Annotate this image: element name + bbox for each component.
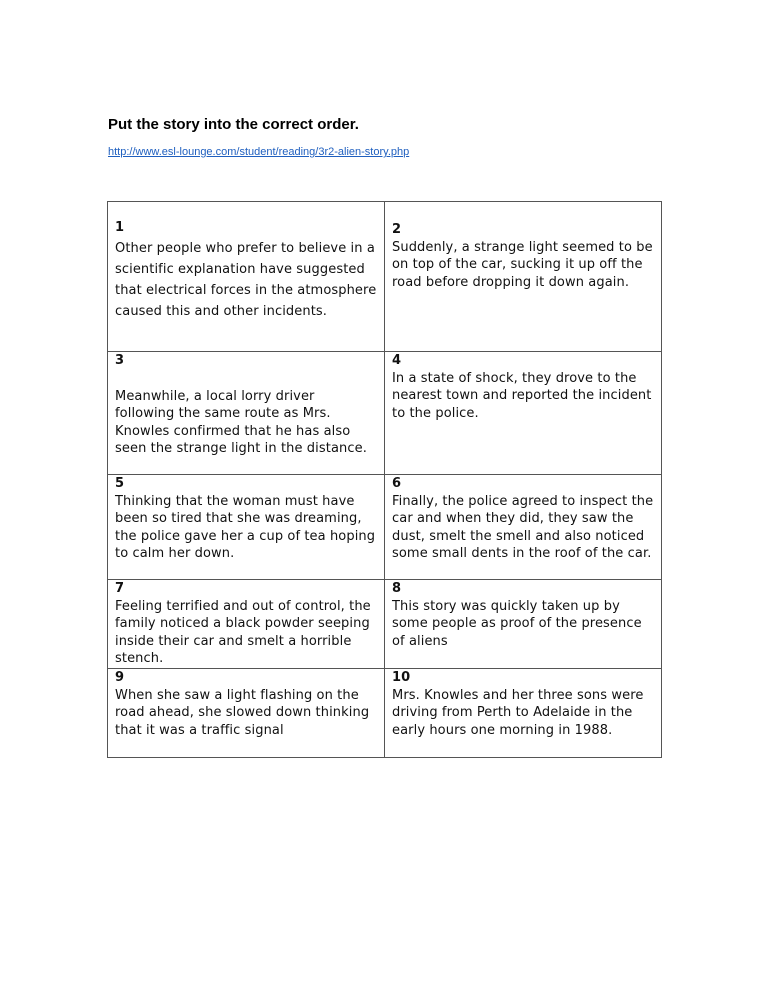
- story-card: [108, 475, 385, 580]
- card-number: 6: [392, 476, 402, 491]
- story-card: [385, 580, 662, 669]
- card-text: Mrs. Knowles and her three sons were driving from Perth to Adelaide in the early hours one morning in 1988.: [392, 687, 644, 738]
- card-number: 3: [115, 353, 125, 368]
- card-text: Other people who prefer to believe in a scientific explanation have suggested that electrical forces in the atmosphere caused this and other incidents.: [115, 241, 377, 319]
- story-card: [385, 202, 662, 352]
- story-card: [108, 202, 385, 352]
- card-number: 5: [115, 476, 125, 491]
- source-link[interactable]: http://www.esl-lounge.com/student/reading/3r2-alien-story.php: [108, 146, 410, 158]
- card-text: Feeling terrified and out of control, the family noticed a black powder seeping inside their car and smelt a horrible stench.: [115, 598, 371, 666]
- story-card: [385, 669, 662, 758]
- table-row: [108, 352, 662, 475]
- card-number: 4: [392, 353, 402, 368]
- card-text: Suddenly, a strange light seemed to be on top of the car, sucking it up off the road before dropping it down again.: [392, 239, 653, 290]
- card-number: 8: [392, 581, 402, 596]
- card-text: Thinking that the woman must have been so tired that she was dreaming, the police gave her a cup of tea hoping to calm her down.: [115, 493, 376, 561]
- story-card: [108, 669, 385, 758]
- card-text: Finally, the police agreed to inspect the car and when they did, they saw the dust, smelt the smell and also noticed some small dents in the roof of the car.: [392, 493, 654, 561]
- page-title: Put the story into the correct order.: [108, 116, 359, 133]
- story-table: [107, 201, 662, 758]
- story-card: [108, 352, 385, 475]
- card-number: 1: [115, 220, 125, 235]
- card-number: 7: [115, 581, 125, 596]
- table-row: [108, 669, 662, 758]
- card-number: 2: [392, 222, 402, 237]
- card-number: 10: [392, 670, 411, 685]
- story-card: [108, 580, 385, 669]
- card-text: This story was quickly taken up by some people as proof of the presence of aliens: [392, 598, 642, 649]
- card-text: In a state of shock, they drove to the nearest town and reported the incident to the police.: [392, 370, 652, 421]
- table-row: [108, 580, 662, 669]
- story-card: [385, 475, 662, 580]
- story-card: [385, 352, 662, 475]
- table-row: [108, 475, 662, 580]
- card-number: 9: [115, 670, 125, 685]
- card-text: When she saw a light flashing on the road ahead, she slowed down thinking that it was a traffic signal: [115, 687, 370, 738]
- table-row: [108, 202, 662, 352]
- card-text: Meanwhile, a local lorry driver following the same route as Mrs. Knowles confirmed that he has also seen the strange light in the distance.: [115, 388, 367, 456]
